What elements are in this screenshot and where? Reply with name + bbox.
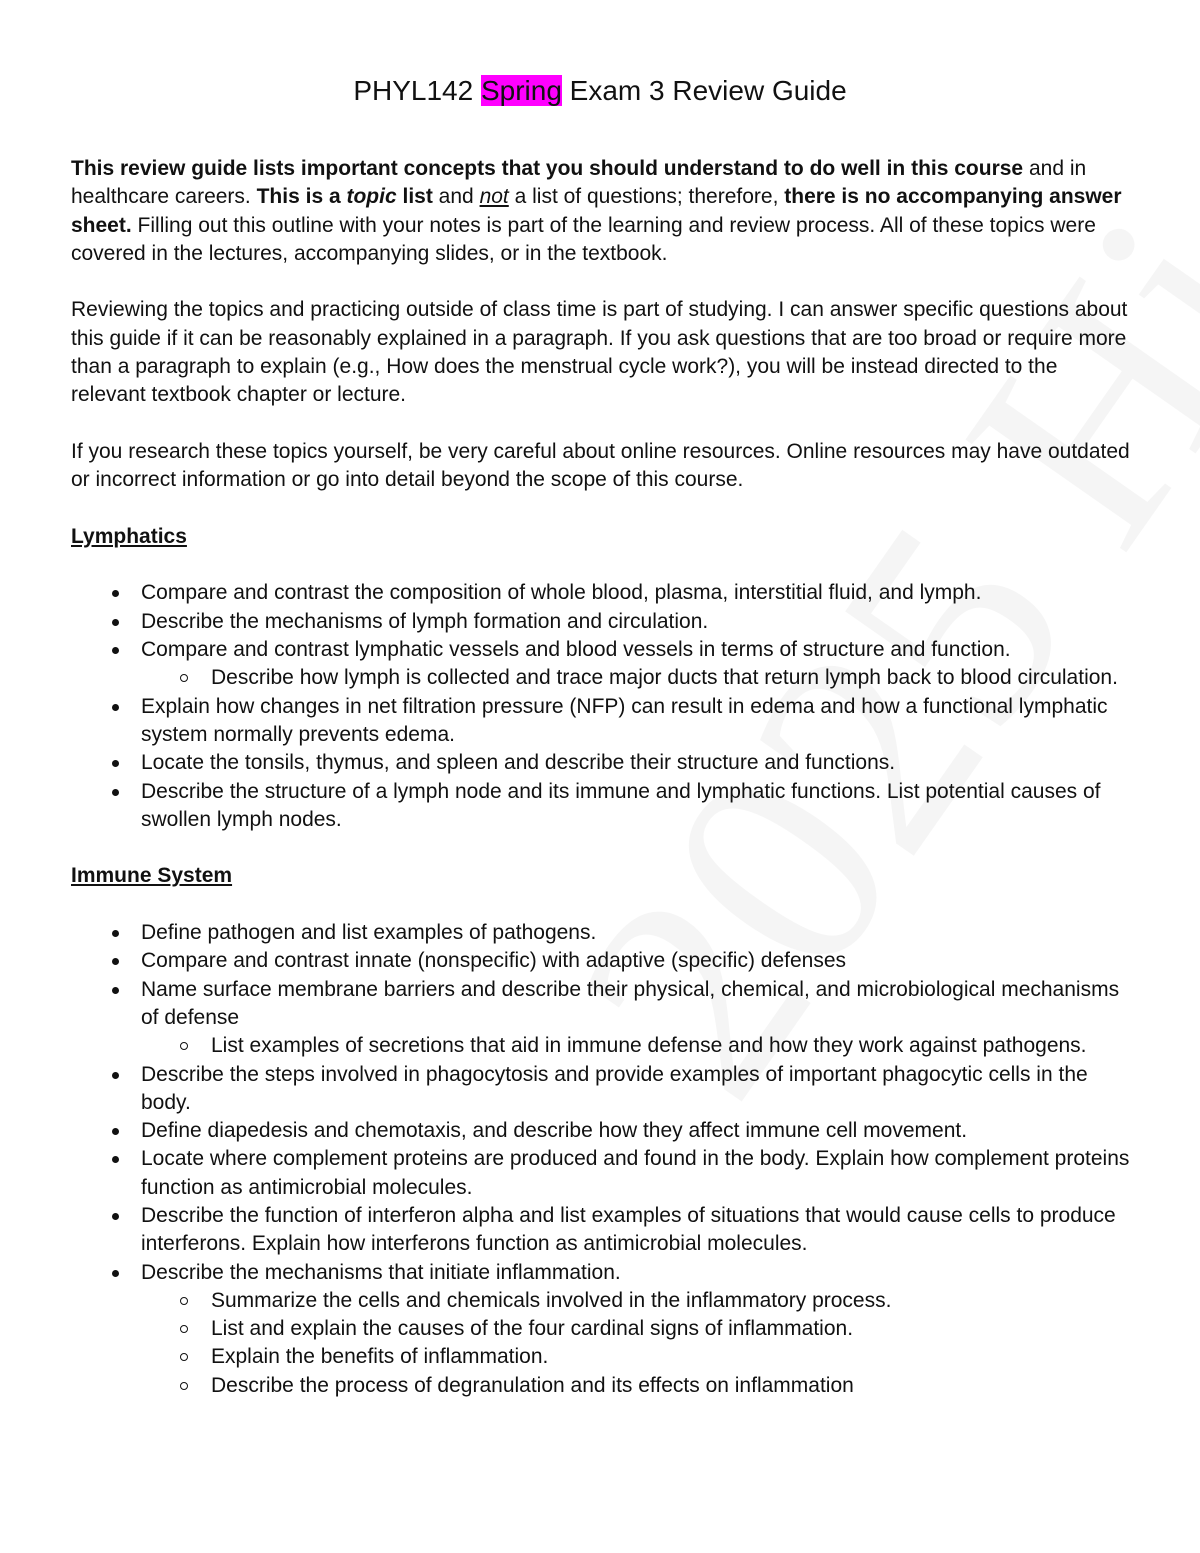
lymphatics-list xyxy=(71,579,1136,834)
inflammation-sublist xyxy=(141,1287,1136,1400)
list-item-text: Describe the mechanisms that initiate inflammation. xyxy=(141,1260,621,1284)
title-highlight: Spring xyxy=(480,75,562,106)
intro-paragraph-3: If you research these topics yourself, be very careful about online resources. Online resources may have outdated or incorrect information or go into detail beyond the scope of this course. xyxy=(71,439,1130,492)
list-item: Describe the function of interferon alpha and list examples of situations that would cause cells to produce interferons. Explain how interferons function as antimicrobial molecules. xyxy=(71,1202,1136,1259)
sub-list-item: List examples of secretions that aid in immune defense and how they work against pathogens. xyxy=(141,1032,1136,1060)
intro-text: Filling out this outline with your notes is part of the learning and review process. All of these topics were covered in the lectures, accompanying slides, or in the textbook. xyxy=(71,213,1096,265)
list-item xyxy=(71,976,1136,1061)
intro-underline-text: not xyxy=(479,185,509,209)
list-item-text: Compare and contrast lymphatic vessels and blood vessels in terms of structure and function. xyxy=(141,638,1011,662)
section-heading-lymphatics: Lymphatics xyxy=(71,524,187,548)
intro-bold-italic-text: topic xyxy=(346,185,397,209)
list-item: Describe the structure of a lymph node and its immune and lymphatic functions. List potential causes of swollen lymph nodes. xyxy=(71,778,1136,835)
immune-list xyxy=(71,919,1136,1400)
intro-bold-text: This is a xyxy=(256,185,347,209)
title-suffix: Exam 3 Review Guide xyxy=(561,75,847,106)
intro-bold-text: This review guide lists important concepts that you should understand to do well in this course xyxy=(71,157,1024,180)
list-item xyxy=(71,636,1136,693)
sub-list-item: Describe how lymph is collected and trace major ducts that return lymph back to blood circulation. xyxy=(141,664,1136,692)
intro-text: and in healthcare careers. xyxy=(71,157,1087,209)
list-item: Describe the mechanisms of lymph formation and circulation. xyxy=(71,608,1136,636)
title-prefix: PHYL142 xyxy=(353,75,481,106)
intro-bold-text: there is no accompanying answer sheet. xyxy=(71,185,1122,237)
sub-list-item: Describe the process of degranulation and its effects on inflammation xyxy=(141,1372,1136,1400)
sub-list-item: Summarize the cells and chemicals involved in the inflammatory process. xyxy=(141,1287,1136,1315)
list-item: Locate the tonsils, thymus, and spleen and describe their structure and functions. xyxy=(71,749,1136,777)
sub-list-item: List and explain the causes of the four cardinal signs of inflammation. xyxy=(141,1315,1136,1343)
sub-list-item: Explain the benefits of inflammation. xyxy=(141,1343,1136,1371)
intro-text: and xyxy=(432,185,480,209)
barriers-sublist xyxy=(141,1032,1136,1060)
intro-paragraph-2: Reviewing the topics and practicing outside of class time is part of studying. I can answer specific questions about this guide if it can be reasonably explained in a paragraph. If you ask questions that are too broad or require more than a paragraph to explain (e.g., How does the menstrual cycle work?), you will be instead directed to the relevant textbook chapter or lecture. xyxy=(71,298,1128,407)
list-item: Define diapedesis and chemotaxis, and describe how they affect immune cell movement. xyxy=(71,1117,1136,1145)
lymphatics-sublist xyxy=(141,664,1136,692)
intro-paragraph-1 xyxy=(71,155,1136,268)
list-item xyxy=(71,1259,1136,1400)
page-title xyxy=(0,70,1200,112)
list-item: Explain how changes in net filtration pressure (NFP) can result in edema and how a functional lymphatic system normally prevents edema. xyxy=(71,693,1136,750)
list-item: Locate where complement proteins are produced and found in the body. Explain how complement proteins function as antimicrobial molecules. xyxy=(71,1145,1136,1202)
list-item: Compare and contrast the composition of whole blood, plasma, interstitial fluid, and lymph. xyxy=(71,579,1136,607)
list-item: Describe the steps involved in phagocytosis and provide examples of important phagocytic cells in the body. xyxy=(71,1061,1136,1118)
list-item-text: Name surface membrane barriers and describe their physical, chemical, and microbiological mechanisms of defense xyxy=(141,977,1120,1029)
intro-text: a list of questions; therefore, xyxy=(508,185,785,209)
list-item: Define pathogen and list examples of pathogens. xyxy=(71,919,1136,947)
section-heading-immune-system: Immune System xyxy=(71,864,233,888)
intro-bold-text: list xyxy=(396,185,433,209)
document-body xyxy=(71,155,1136,1428)
list-item: Compare and contrast innate (nonspecific) with adaptive (specific) defenses xyxy=(71,947,1136,975)
